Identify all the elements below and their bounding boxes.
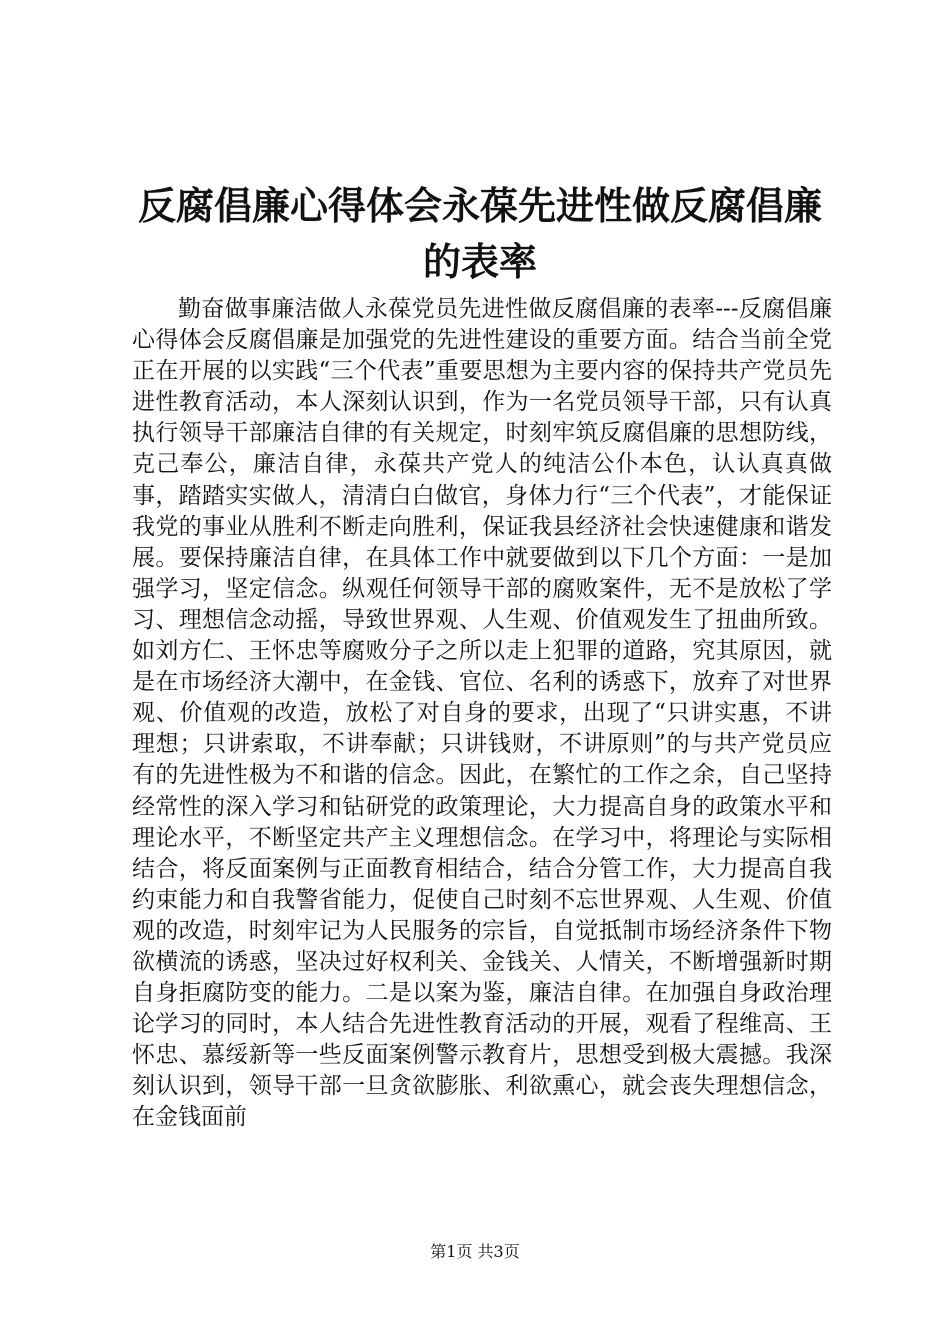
document-body-paragraph: 勤奋做事廉洁做人永葆党员先进性做反腐倡廉的表率---反腐倡廉心得体会反腐倡廉是加强党的先进性建设的重要方面。结合当前全党正在开展的以实践“三个代表”重要思想为主要内容的保持共产党员先进性教育活动，本人深刻认识到，作为一名党员领导干部，只有认真执行领导干部廉洁自律的有关规定，时刻牢筑反腐倡廉的思想防线，克己奉公，廉洁自律，永葆共产党人的纯洁公仆本色，认认真真做事，踏踏实实做人，清清白白做官，身体力行“三个代表”，才能保证我党的事业从胜利不断走向胜利，保证我县经济社会快速健康和谐发展。要保持廉洁自律，在具体工作中就要做到以下几个方面：一是加强学习，坚定信念。纵观任何领导干部的腐败案件，无不是放松了学习、理想信念动摇，导致世界观、人生观、价值观发生了扭曲所致。如刘方仁、王怀忠等腐败分子之所以走上犯罪的道路，究其原因，就是在市场经济大潮中，在金钱、官位、名利的诱惑下，放弃了对世界观、价值观的改造，放松了对自身的要求，出现了“只讲实惠，不讲理想；只讲索取，不讲奉献；只讲钱财，不讲原则”的与共产党员应有的先进性极为不和谐的信念。因此，在繁忙的工作之余，自己坚持经常性的深入学习和钻研党的政策理论，大力提高自身的政策水平和理论水平，不断坚定共产主义理想信念。在学习中，将理论与实际相结合，将反面案例与正面教育相结合，结合分管工作，大力提高自我约束能力和自我警省能力，促使自己时刻不忘世界观、人生观、价值观的改造，时刻牢记为人民服务的宗旨，自觉抵制市场经济条件下物欲横流的诱惑，坚决过好权利关、金钱关、人情关，不断增强新时期自身拒腐防变的能力。二是以案为鉴，廉洁自律。在加强自身政治理论学习的同时，本人结合先进性教育活动的开展，观看了程维高、王怀忠、慕绥新等一些反面案例警示教育片，思想受到极大震撼。我深刻认识到，领导干部一旦贪欲膨胀、利欲熏心，就会丧失理想信念，在金钱面前 bbox=[132, 296, 832, 1131]
document-title: 反腐倡廉心得体会永葆先进性做反腐倡廉的表率 bbox=[137, 183, 822, 284]
page-number-footer: 第1页 共3页 bbox=[430, 1242, 520, 1261]
